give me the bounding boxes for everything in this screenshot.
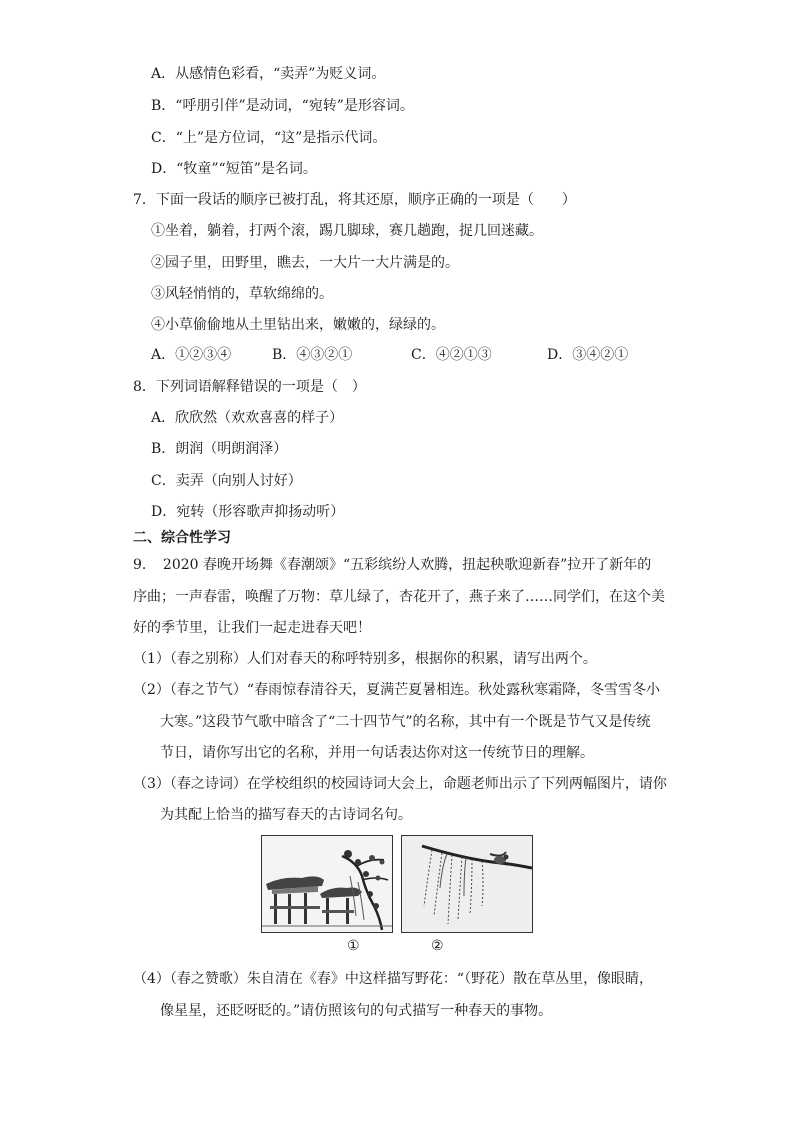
q9-sub4-line-1: （4）（春之赞歌）朱自清在《春》中这样描写野花：“（野花）散在草丛里，像眼睛， xyxy=(133,971,654,987)
q7-option-b: B．④③②① xyxy=(272,347,353,363)
q9-sub1: （1）（春之别称）人们对春天的称呼特别多，根据你的积累，请写出两个。 xyxy=(133,651,597,667)
q6-option-b: B．“呼朋引伴”是动词，“宛转”是形容词。 xyxy=(151,98,414,114)
q9-intro-line-3: 好的季节里，让我们一起走进春天吧！ xyxy=(133,620,371,636)
picture-2-label: ② xyxy=(431,938,444,954)
q7-item-4: ④小草偷偷地从土里钻出来，嫩嫩的，绿绿的。 xyxy=(151,317,445,333)
q6-option-c: C．“上”是方位词，“这”是指示代词。 xyxy=(151,130,387,146)
q9-sub2-line-2: 大寒。”这段节气歌中暗含了“二十四节气”的名称，其中有一个既是节气又是传统 xyxy=(160,714,651,730)
q9-sub3-line-1: （3）（春之诗词）在学校组织的校园诗词大会上，命题老师出示了下列两幅图片，请你 xyxy=(133,776,667,792)
q6-option-a: A．从感情色彩看，“卖弄”为贬义词。 xyxy=(151,66,386,82)
section-heading: 二、综合性学习 xyxy=(133,530,231,546)
spring-picture-2 xyxy=(401,835,533,933)
q7-item-1: ①坐着，躺着，打两个滚，踢几脚球，赛几趟跑，捉几回迷藏。 xyxy=(151,223,543,239)
q9-sub4-line-2: 像星星，还眨呀眨的。”请仿照该句的句式描写一种春天的事物。 xyxy=(160,1003,553,1019)
building-willow-illustration xyxy=(262,836,392,932)
q7-item-3: ③风轻悄悄的，草软绵绵的。 xyxy=(151,286,333,302)
q8-option-b: B．朗润（明朗润泽） xyxy=(151,441,288,457)
q9-sub2-line-1: （2）（春之节气）“春雨惊春清谷天，夏满芒夏暑相连。秋处露秋寒霜降，冬雪雪冬小 xyxy=(133,682,661,698)
q8-option-c: C．卖弄（向别人讨好） xyxy=(151,473,302,489)
willow-branch-illustration xyxy=(402,836,532,932)
q7-item-2: ②园子里，田野里，瞧去，一大片一大片满是的。 xyxy=(151,255,459,271)
q7-stem: 7．下面一段话的顺序已被打乱，将其还原，顺序正确的一项是（ ） xyxy=(133,192,576,208)
q8-stem: 8．下列词语解释错误的一项是（ ） xyxy=(133,379,366,395)
q6-option-d: D．“牧童”“短笛”是名词。 xyxy=(151,161,317,177)
q7-option-d: D．③④②① xyxy=(547,347,629,363)
q9-intro-line-2: 序曲；一声春雷，唤醒了万物：草儿绿了，杏花开了，燕子来了……同学们，在这个美 xyxy=(133,589,665,605)
q8-option-a: A．欣欣然（欢欢喜喜的样子） xyxy=(151,410,344,426)
q9-sub3-line-2: 为其配上恰当的描写春天的古诗词名句。 xyxy=(160,807,412,823)
q8-option-d: D．宛转（形容歌声抑扬动听） xyxy=(151,504,345,520)
q7-option-a: A．①②③④ xyxy=(151,347,232,363)
q7-option-c: C．④②①③ xyxy=(411,347,492,363)
q9-sub2-line-3: 节日，请你写出它的名称，并用一句话表达你对这一传统节日的理解。 xyxy=(160,745,594,761)
spring-picture-1 xyxy=(261,835,393,933)
q9-intro-line-1: 9． 2020 春晚开场舞《春潮颂》“五彩缤纷人欢腾，扭起秧歌迎新春”拉开了新年的 xyxy=(133,557,652,573)
picture-1-label: ① xyxy=(347,938,360,954)
